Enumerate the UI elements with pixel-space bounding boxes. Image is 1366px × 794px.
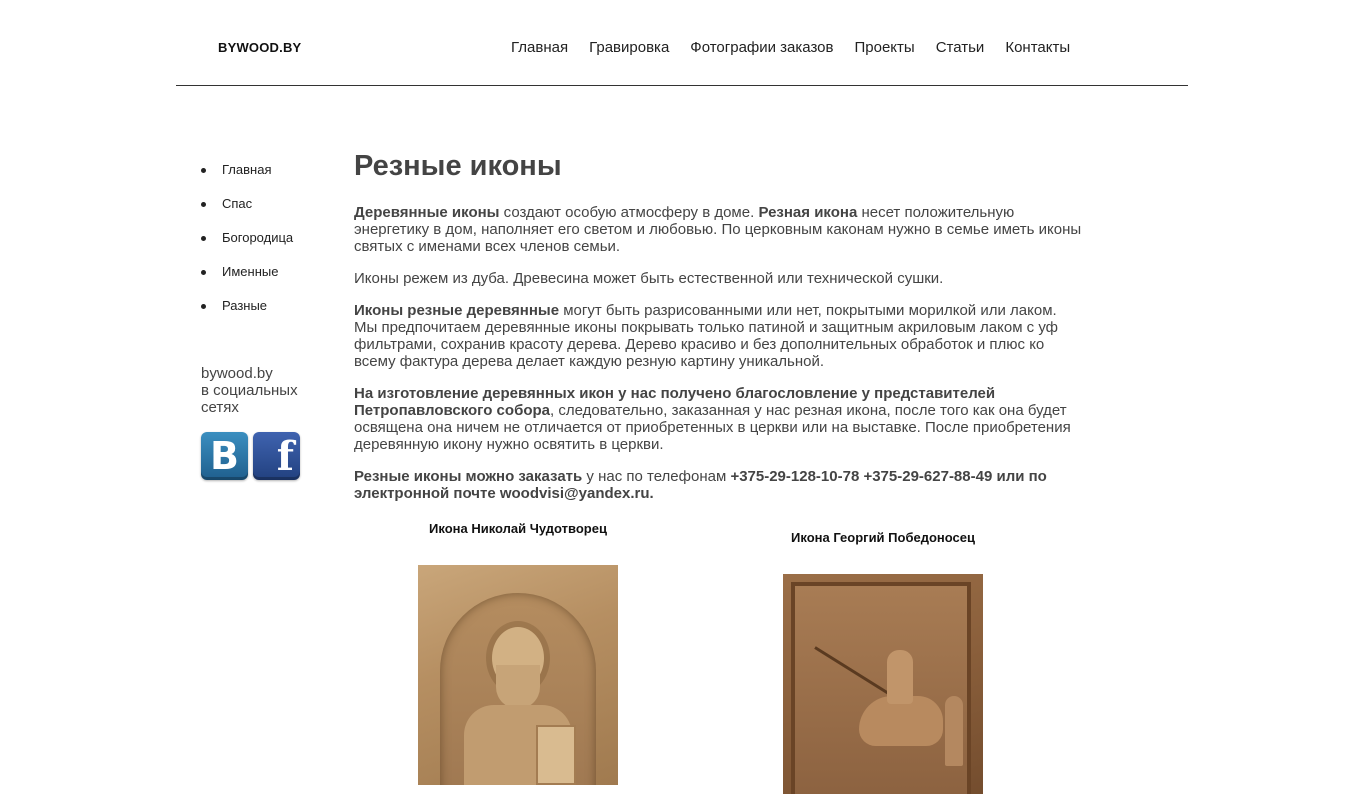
social-caption-line2: в социальных — [201, 382, 298, 399]
intro-bold-1: Деревянные иконы — [354, 204, 500, 221]
order-bold: Резные иконы можно заказать — [354, 468, 583, 485]
main-content — [354, 148, 1084, 517]
finish-paragraph — [354, 302, 1084, 370]
sidebar-link-spas[interactable]: Спас — [222, 196, 253, 211]
carved-book — [536, 725, 576, 785]
finish-text: могут быть разрисованными или нет, покрытыми морилкой или лаком. Мы предпочитаем деревянные иконы покрывать только патиной и защитным акриловым лаком с уф фильтрами, сохранив красоту дерева. Дерево красиво и без дополнительных обработок и плюс ко всему фактура дерева делает каждую резную картину уникальной. — [354, 302, 1059, 370]
nav-link-projects[interactable]: Проекты — [854, 39, 915, 56]
social-links — [201, 432, 305, 480]
nav-link-order-photos[interactable]: Фотографии заказов — [690, 39, 834, 56]
sidebar — [201, 160, 331, 330]
sidebar-item-spas — [201, 194, 331, 228]
order-text: у нас по телефонам — [582, 468, 731, 485]
blessing-paragraph — [354, 385, 1084, 453]
icon-image-georgiy[interactable] — [783, 574, 983, 794]
social-caption-line1: bywood.by — [201, 365, 273, 382]
intro-text-1: создают особую атмосферу в доме. — [499, 204, 759, 221]
icon-image-nikolai[interactable] — [418, 565, 618, 785]
intro-text-2: несет положительную энергетику в дом, наполняет его светом и любовью. По церковным каконам нужно в семье иметь иконы святых с именами всех членов семьи. — [354, 204, 1082, 255]
site-header — [176, 0, 1188, 86]
sidebar-link-various[interactable]: Разные — [222, 298, 268, 313]
carved-frame — [791, 582, 971, 794]
sidebar-item-bogoroditsa — [201, 228, 331, 262]
sidebar-link-home[interactable]: Главная — [222, 162, 272, 177]
sidebar-item-various — [201, 296, 331, 330]
sidebar-menu — [201, 160, 331, 330]
page-title: Резные иконы — [354, 150, 562, 182]
nav-link-articles[interactable]: Статьи — [935, 39, 985, 56]
top-navigation — [511, 39, 1091, 56]
icon-caption-georgiy: Икона Георгий Победоносец — [791, 530, 975, 545]
blessing-bold: На изготовление деревянных икон у нас получено благословление у представителей Петропавловского собора — [354, 385, 996, 419]
material-paragraph: Иконы режем из дуба. Древесина может быть естественной или технической сушки. — [354, 270, 944, 287]
nav-link-home[interactable]: Главная — [511, 39, 569, 56]
sidebar-item-home — [201, 160, 331, 194]
vk-icon[interactable]: B — [201, 432, 248, 480]
icon-card-georgiy — [753, 530, 1013, 545]
sidebar-link-bogoroditsa[interactable]: Богородица — [222, 230, 294, 245]
carved-princess — [945, 696, 963, 766]
site-logo[interactable]: BYWOOD.BY — [218, 40, 302, 55]
social-caption-line3: сетях — [201, 399, 239, 416]
social-caption — [201, 365, 298, 416]
finish-bold: Иконы резные деревянные — [354, 302, 560, 319]
nav-link-contacts[interactable]: Контакты — [1005, 39, 1071, 56]
intro-paragraph — [354, 204, 1084, 255]
sidebar-item-named — [201, 262, 331, 296]
nav-link-engraving[interactable]: Гравировка — [589, 39, 670, 56]
facebook-icon[interactable]: f — [253, 432, 300, 480]
blessing-text: , следовательно, заказанная у нас резная икона, после того как она будет освящена она ничем не отличается от приобретенных в церкви или на выставке. После приобретения деревянную икону нужно освятить в церкви. — [354, 402, 1071, 453]
order-paragraph — [354, 468, 1084, 502]
intro-bold-2: Резная икона — [758, 204, 858, 221]
carved-rider — [887, 650, 913, 704]
order-contacts: +375-29-128-10-78 +375-29-627-88-49 или по электронной почте woodvisi@yandex.ru. — [354, 468, 1047, 502]
icon-card-nikolai — [388, 521, 648, 536]
icon-caption-nikolai: Икона Николай Чудотворец — [429, 521, 607, 536]
carved-beard — [496, 665, 540, 709]
sidebar-link-named[interactable]: Именные — [222, 264, 279, 279]
